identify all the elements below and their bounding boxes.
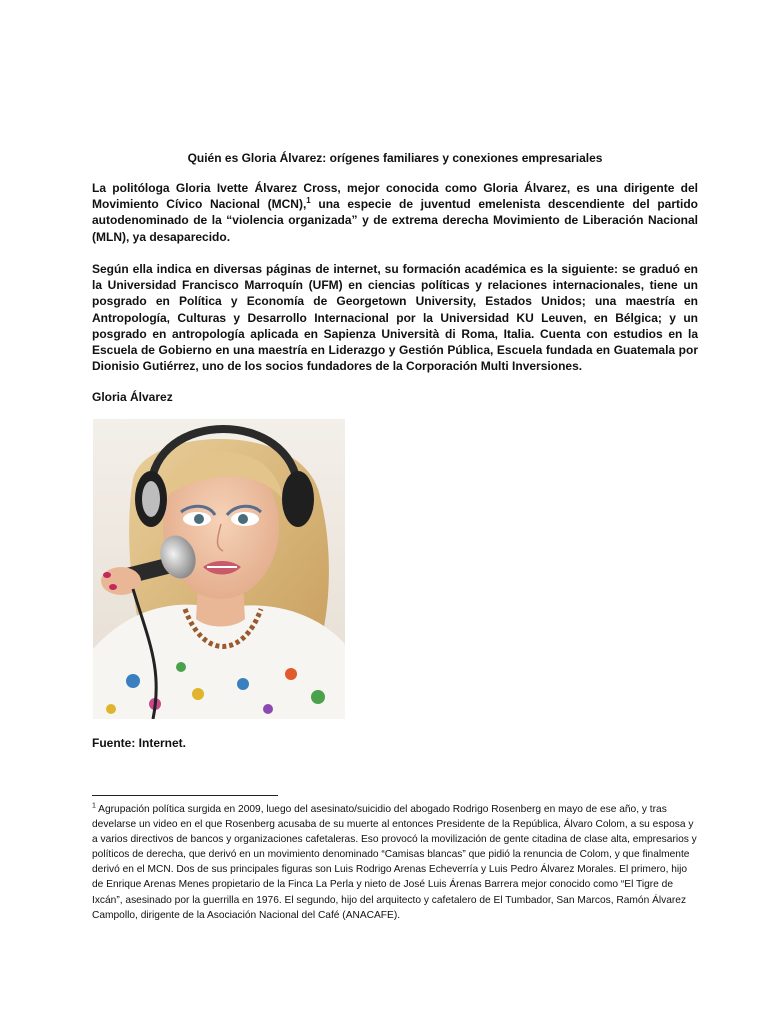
footnote-divider (92, 795, 278, 796)
intro-text-end: una especie de juventud emelenista descendiente del partido autodenominado de la “violencia organizada” y de extrema derecha Movimiento de Liberación Nacional (MLN), ya desaparecido. (92, 197, 698, 244)
footnote (92, 802, 698, 923)
education-paragraph: Según ella indica en diversas páginas de internet, su formación académica es la siguiente: se graduó en la Universidad Francisco Marroquín (UFM) en ciencias políticas y relaciones internacionales, tiene un posgrado en Política y Economía de Georgetown University, Estados Unidos; una maestría en Antropología, Culturas y Desarrollo Internacional por la Universidad KU Leuven, en Bélgica; y un posgrado en antropología aplicada en Sapienza Università di Roma, Italia. Cuenta con estudios en la Escuela de Gobierno en una maestría en Liderazgo y Gestión Pública, Escuela fundada en Guatemala por Dionisio Gutiérrez, uno de los socios fundadores de la Corporación Multi Inversiones. (92, 262, 698, 374)
footnote-number: 1 (92, 802, 96, 810)
intro-text-start: La politóloga Gloria Ivette Álvarez Cross, mejor conocida como Gloria Álvarez, es una dirigente del Movimiento Cívico Nacional (MCN), (92, 181, 698, 212)
document-title: Quién es Gloria Álvarez: orígenes familiares y conexiones empresariales (187, 151, 603, 165)
footnote-text: Agrupación política surgida en 2009, luego del asesinato/suicidio del abogado Rodrigo Rosenberg en mayo de ese año, y tras develarse un video en el que Rosenberg acusaba de su muerte al entonces Presidente de la República, Álvaro Colom, a su esposa y a varios directivos de bancos y organizaciones cafetaleras. Eso provocó la movilización de gente citadina de clase alta, empresarios y políticos de derecha, que derivó en un movimiento denominado “Camisas blancas” que pidió la renuncia de Colom, y que finalmente derivó en el MCN. Dos de sus principales figuras son Luis Rodrigo Arenas Echeverría y Luis Pedro Álvarez Morales. El primero, hijo de Enrique Arenas Menes propietario de la Finca La Perla y nieto de José Luis Árenas Barrera mejor conocido como “El Tigre de Ixcán”, asesinado por la guerrilla en 1976. El segundo, hijo del arquitecto y cafetalero de El Tumbador, San Marcos, Ramón Álvarez Campollo, dirigente de la Asociación Nacional del Café (ANACAFE). (92, 804, 697, 921)
portrait-photo (93, 419, 345, 719)
intro-paragraph (92, 180, 698, 245)
photo-heading: Gloria Álvarez (92, 390, 173, 404)
portrait-illustration (93, 419, 345, 719)
source-caption: Fuente: Internet. (92, 736, 187, 750)
footnote-reference[interactable]: 1 (306, 196, 311, 206)
